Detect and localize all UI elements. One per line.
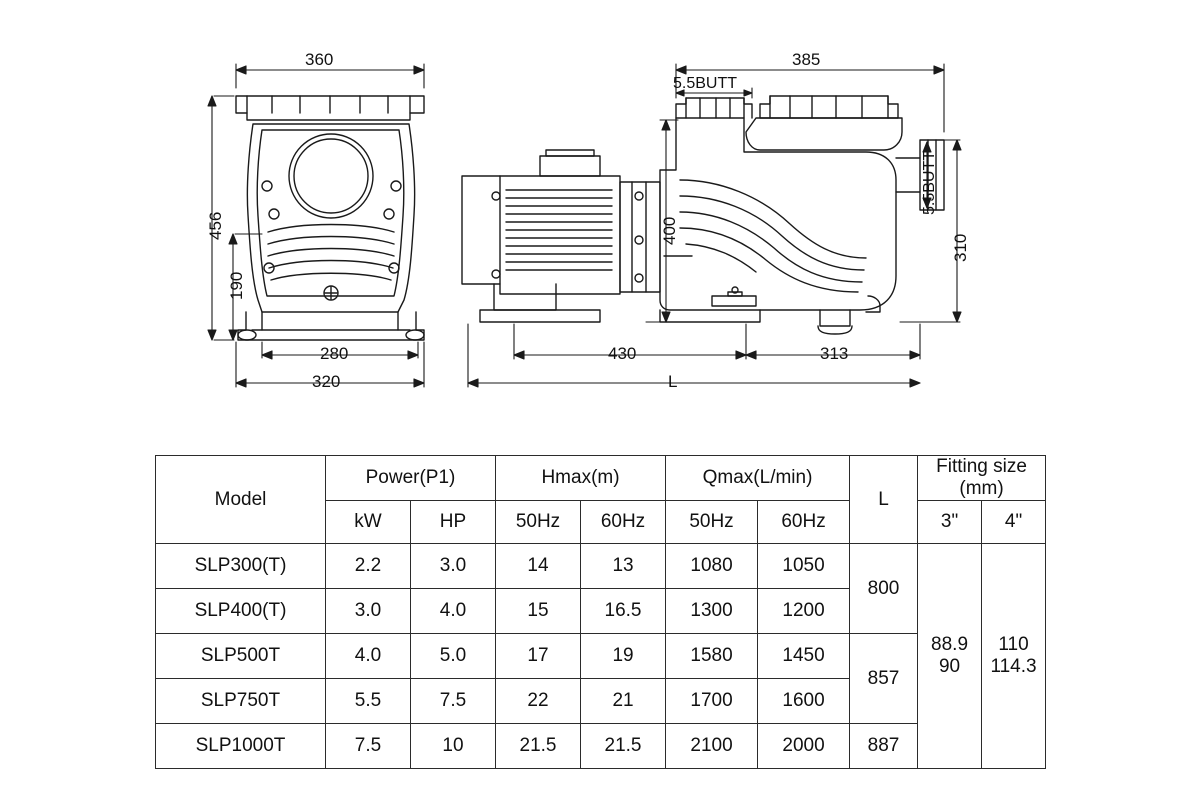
cell-hp: 7.5 [411, 679, 496, 724]
fitting-3in-line1: 88.9 [931, 634, 969, 655]
cell-qmax-50hz: 1700 [666, 679, 758, 724]
cell-hp: 10 [411, 724, 496, 769]
dim-front-width-360: 360 [305, 50, 334, 69]
fitting-4in-line2: 114.3 [990, 656, 1037, 677]
dim-front-height-190: 190 [227, 271, 246, 300]
cell-qmax-50hz: 1080 [666, 544, 758, 589]
table-row [156, 724, 1046, 769]
cell-l-group1: 800 [850, 544, 918, 634]
dim-inlet-55butt: 5.5BUTT [673, 75, 738, 92]
table-header-row-1 [156, 456, 1046, 501]
fitting-4in-line1: 110 [998, 634, 1029, 655]
subheader-kw: kW [326, 501, 411, 544]
cell-model: SLP500T [156, 634, 326, 679]
cell-qmax-60hz: 1450 [758, 634, 850, 679]
header-qmax: Qmax(L/min) [666, 456, 850, 501]
header-model: Model [156, 456, 326, 544]
cell-qmax-60hz: 1600 [758, 679, 850, 724]
cell-model: SLP1000T [156, 724, 326, 769]
side-view-geometry [462, 96, 944, 334]
header-power: Power(P1) [326, 456, 496, 501]
cell-fitting-3in [918, 544, 982, 769]
header-l: L [850, 456, 918, 544]
cell-kw: 3.0 [326, 589, 411, 634]
dim-front-base-280: 280 [320, 344, 349, 363]
cell-l-group2: 857 [850, 634, 918, 724]
table-row [156, 544, 1046, 589]
cell-qmax-60hz: 2000 [758, 724, 850, 769]
cell-qmax-60hz: 1200 [758, 589, 850, 634]
subheader-qmax-60hz: 60Hz [758, 501, 850, 544]
cell-hmax-60hz: 21.5 [581, 724, 666, 769]
cell-model: SLP300(T) [156, 544, 326, 589]
fitting-3in-line2: 90 [938, 656, 961, 677]
cell-kw: 7.5 [326, 724, 411, 769]
dim-side-length-430: 430 [608, 344, 637, 363]
cell-kw: 2.2 [326, 544, 411, 589]
cell-hmax-50hz: 21.5 [496, 724, 581, 769]
front-view-geometry [236, 96, 424, 340]
cell-hmax-50hz: 15 [496, 589, 581, 634]
cell-qmax-60hz: 1050 [758, 544, 850, 589]
cell-hmax-60hz: 13 [581, 544, 666, 589]
cell-hmax-50hz: 17 [496, 634, 581, 679]
dim-front-base-320: 320 [312, 372, 341, 391]
subheader-hp: HP [411, 501, 496, 544]
subheader-fitting-3in: 3" [918, 501, 982, 544]
cell-hp: 4.0 [411, 589, 496, 634]
dim-front-height-456: 456 [206, 211, 225, 240]
cell-hmax-60hz: 16.5 [581, 589, 666, 634]
subheader-fitting-4in: 4" [982, 501, 1046, 544]
cell-model: SLP400(T) [156, 589, 326, 634]
cell-hp: 3.0 [411, 544, 496, 589]
cell-hmax-60hz: 19 [581, 634, 666, 679]
subheader-hmax-60hz: 60Hz [581, 501, 666, 544]
cell-l-group3: 887 [850, 724, 918, 769]
table-row [156, 634, 1046, 679]
subheader-hmax-50hz: 50Hz [496, 501, 581, 544]
dim-side-width-385: 385 [792, 50, 821, 69]
cell-fitting-4in [982, 544, 1046, 769]
cell-qmax-50hz: 1300 [666, 589, 758, 634]
dim-side-height-400: 400 [660, 216, 679, 245]
header-fitting-line2: (mm) [959, 478, 1004, 499]
cell-hmax-60hz: 21 [581, 679, 666, 724]
cell-qmax-50hz: 2100 [666, 724, 758, 769]
cell-hp: 5.0 [411, 634, 496, 679]
side-view-dimensions [468, 64, 961, 387]
header-fitting-line1: Fitting size [936, 456, 1027, 477]
cell-kw: 5.5 [326, 679, 411, 724]
dim-side-length-313: 313 [820, 344, 849, 363]
cell-hmax-50hz: 22 [496, 679, 581, 724]
dim-outlet-55butt: 5.5BUTT [921, 150, 938, 215]
cell-kw: 4.0 [326, 634, 411, 679]
specification-table [155, 455, 1045, 769]
cell-qmax-50hz: 1580 [666, 634, 758, 679]
dim-side-height-310: 310 [951, 233, 970, 262]
subheader-qmax-50hz: 50Hz [666, 501, 758, 544]
header-fitting-size [918, 456, 1046, 501]
dim-total-length-L: L [668, 372, 678, 391]
header-hmax: Hmax(m) [496, 456, 666, 501]
cell-model: SLP750T [156, 679, 326, 724]
cell-hmax-50hz: 14 [496, 544, 581, 589]
